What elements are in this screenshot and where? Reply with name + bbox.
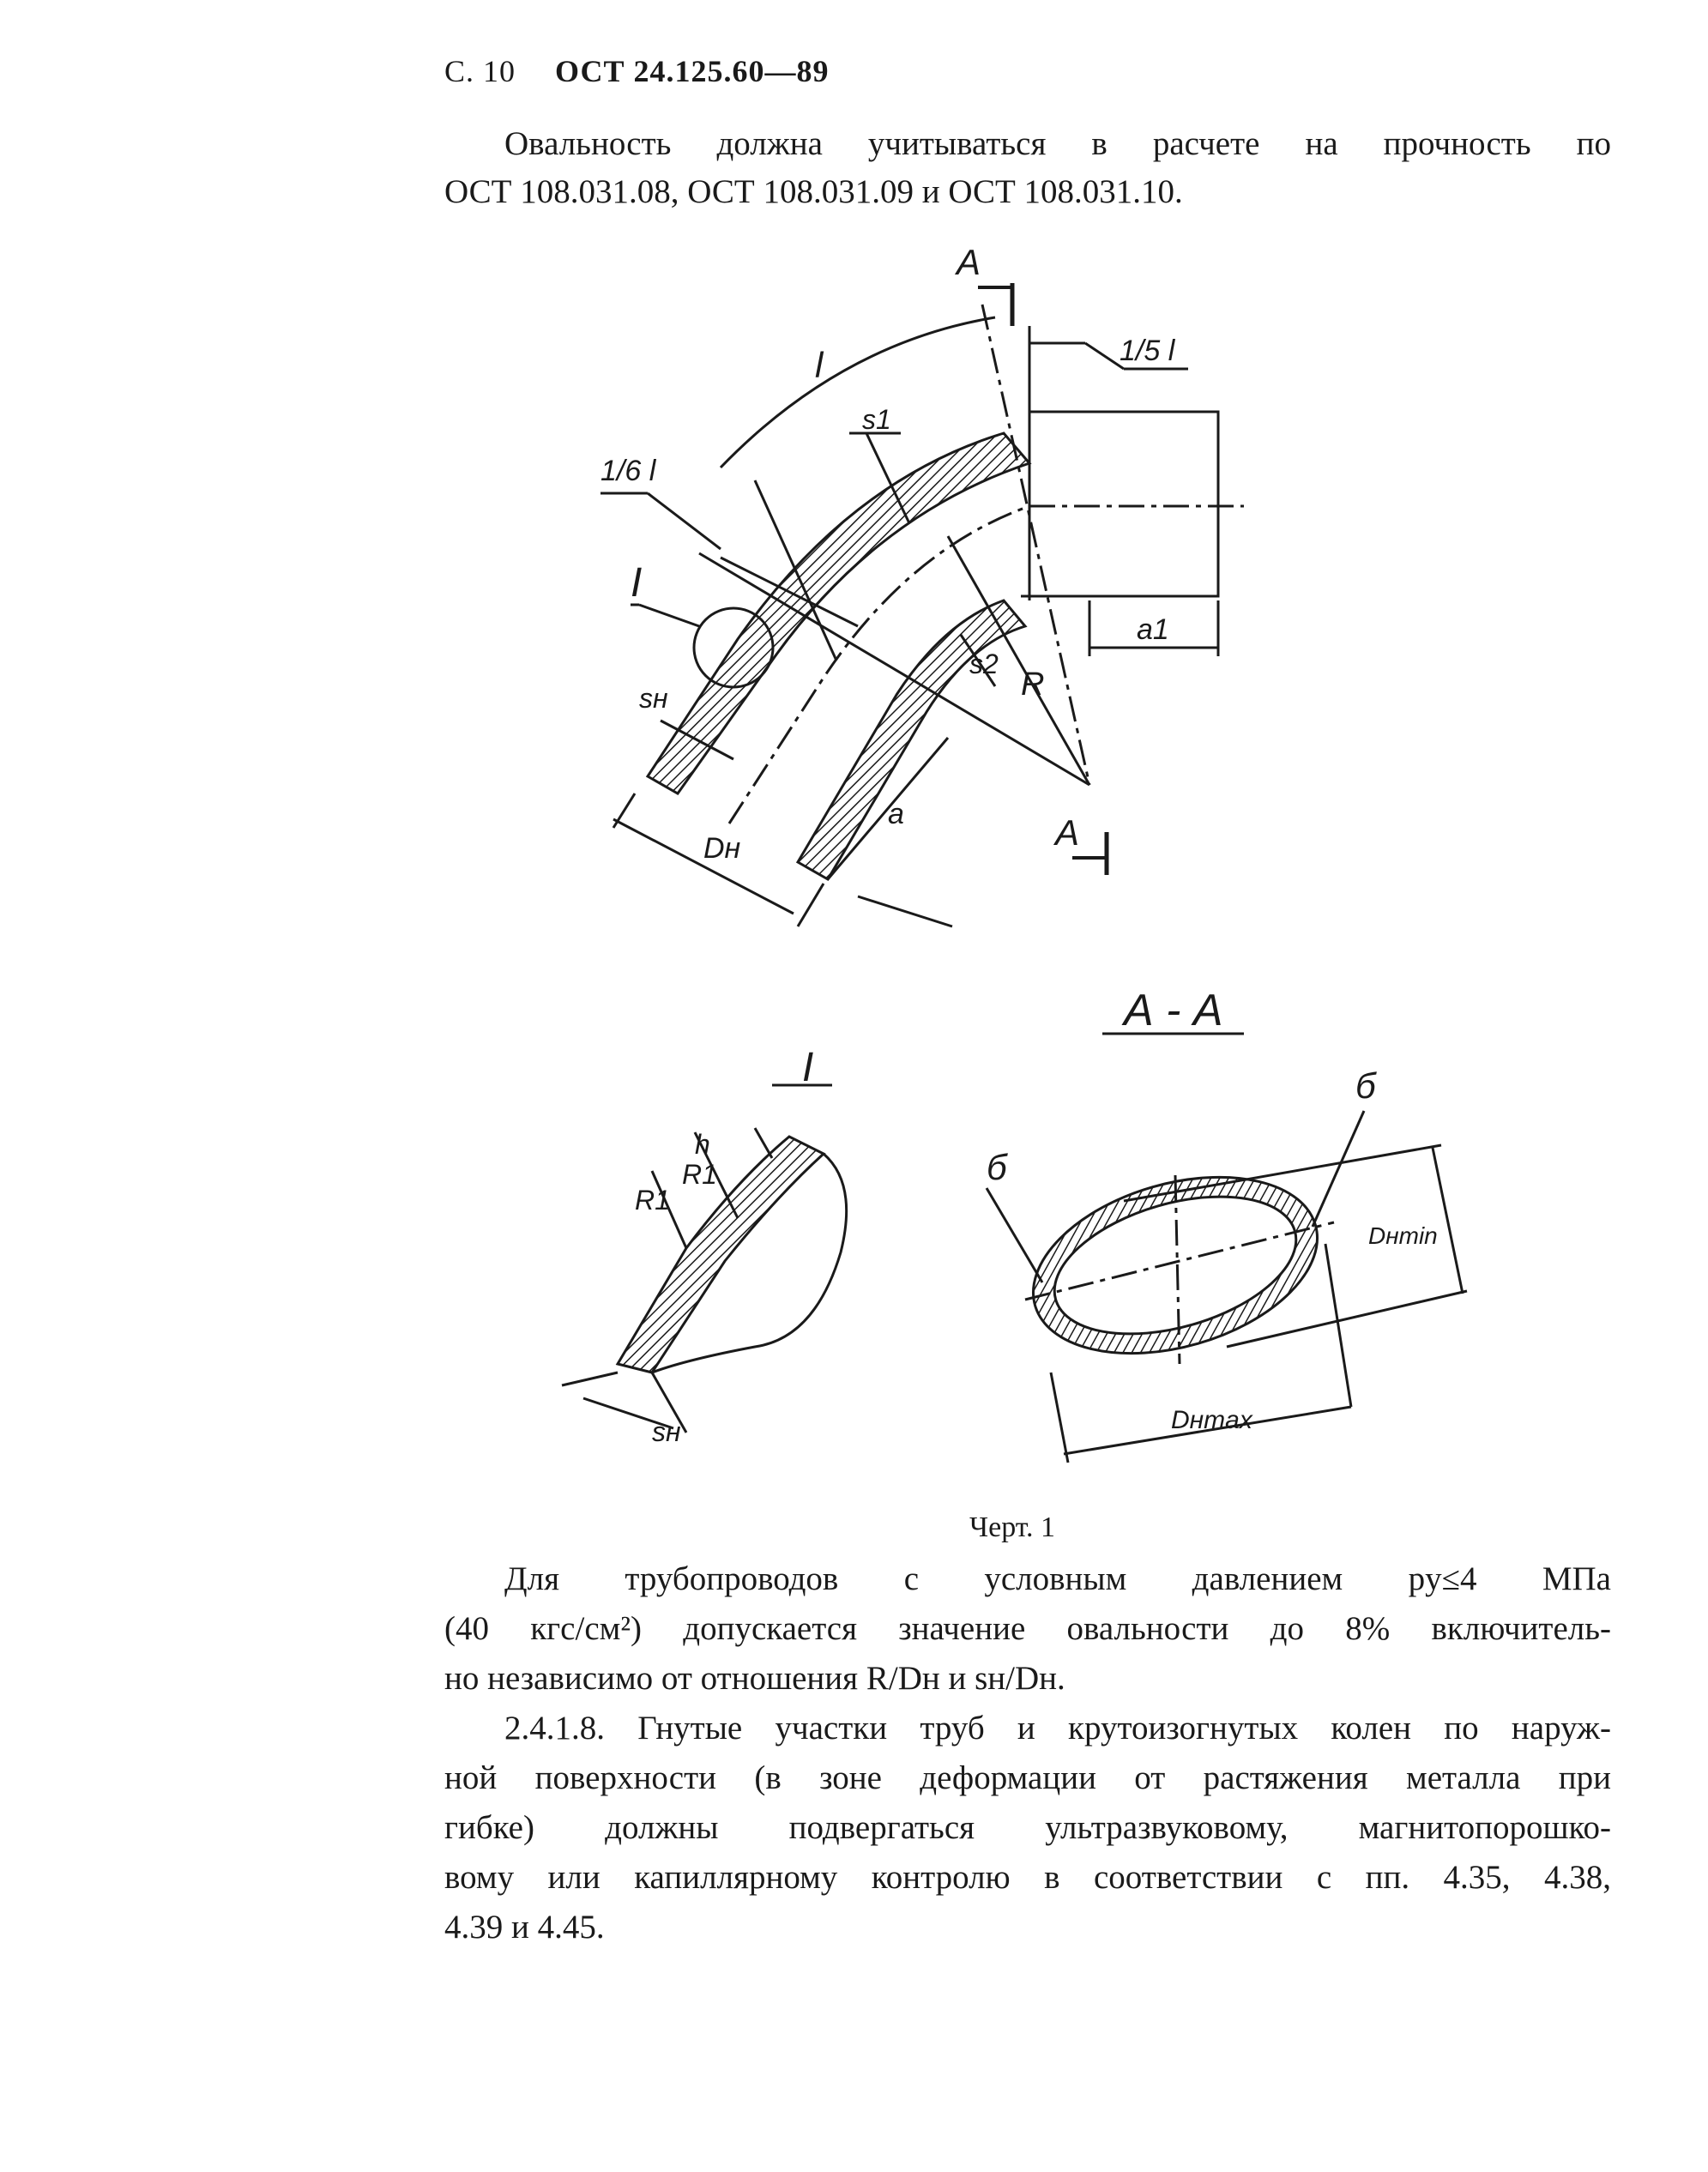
section-label-dn-max: Dнmax [1171, 1406, 1252, 1434]
section-label-dn-min: Dнmin [1368, 1222, 1438, 1249]
detail-label-R1-top: R1 [682, 1159, 717, 1190]
body-line-8: 4.39 и 4.45. [444, 1909, 605, 1946]
exit-outer [1021, 412, 1218, 596]
label-one-fifth-l: 1/5 l [1120, 335, 1175, 367]
label-arc-l: l [815, 345, 824, 385]
dim-Dn-min [1433, 1148, 1463, 1294]
body-line-6: гибке) должны подвергаться ультразвуковому, магнитопорошко- [444, 1809, 1611, 1846]
label-section-a-top: A [957, 242, 981, 282]
body-line-2: (40 кгс/см²) допускается значение овальности до 8% включитель- [444, 1610, 1611, 1647]
label-detail-I: I [631, 560, 643, 606]
body-line-3: но независимо от отношения R/Dн и sн/Dн. [444, 1660, 1065, 1697]
body-paragraphs [444, 1554, 1611, 1952]
body-line-4: 2.4.1.8. Гнутые участки труб и крутоизогнутых колен по наруж- [504, 1710, 1611, 1747]
dim-arc-l [721, 317, 995, 468]
section-title: А - А [1124, 986, 1223, 1035]
label-section-a-bottom: A [1055, 812, 1080, 853]
body-line-1: Для трубопроводов с условным давлением pу≤4 МПа [504, 1560, 1611, 1597]
label-s2: s2 [969, 649, 999, 679]
label-s1: s1 [862, 404, 891, 435]
section-line [982, 305, 1089, 785]
detail-label-R1-side: R1 [635, 1185, 670, 1216]
intro-line-2: ОСТ 108.031.08, ОСТ 108.031.09 и ОСТ 108.031.10. [444, 173, 1183, 210]
inner-wall [798, 600, 1025, 879]
section-label-b-top: б [1355, 1065, 1376, 1106]
standard-number: ОСТ 24.125.60—89 [555, 54, 830, 88]
detail-title: I [802, 1045, 814, 1090]
detail-label-h: h [695, 1129, 710, 1160]
detail-wall [618, 1137, 824, 1373]
bend-drawing [601, 283, 1244, 926]
body-line-7: вому или капиллярному контролю в соответствии с пп. 4.35, 4.38, [444, 1859, 1611, 1896]
label-Dn: Dн [703, 832, 741, 865]
label-one-sixth-l: 1/6 l [601, 455, 656, 487]
outer-wall [648, 433, 1029, 793]
intro-line-1: Овальность должна учитываться в расчете на прочность по [504, 125, 1611, 162]
section-label-b-left: б [987, 1147, 1007, 1187]
figure-caption: Черт. 1 [969, 1511, 1056, 1543]
detail-label-sn: sн [652, 1416, 681, 1447]
label-radius-R: R [1021, 667, 1045, 703]
body-line-5: ной поверхности (в зоне деформации от растяжения металла при [444, 1759, 1611, 1796]
label-sn: sн [639, 683, 668, 714]
label-a1: a1 [1137, 613, 1169, 646]
label-a: a [888, 798, 904, 830]
page-number: С. 10 [444, 54, 516, 88]
